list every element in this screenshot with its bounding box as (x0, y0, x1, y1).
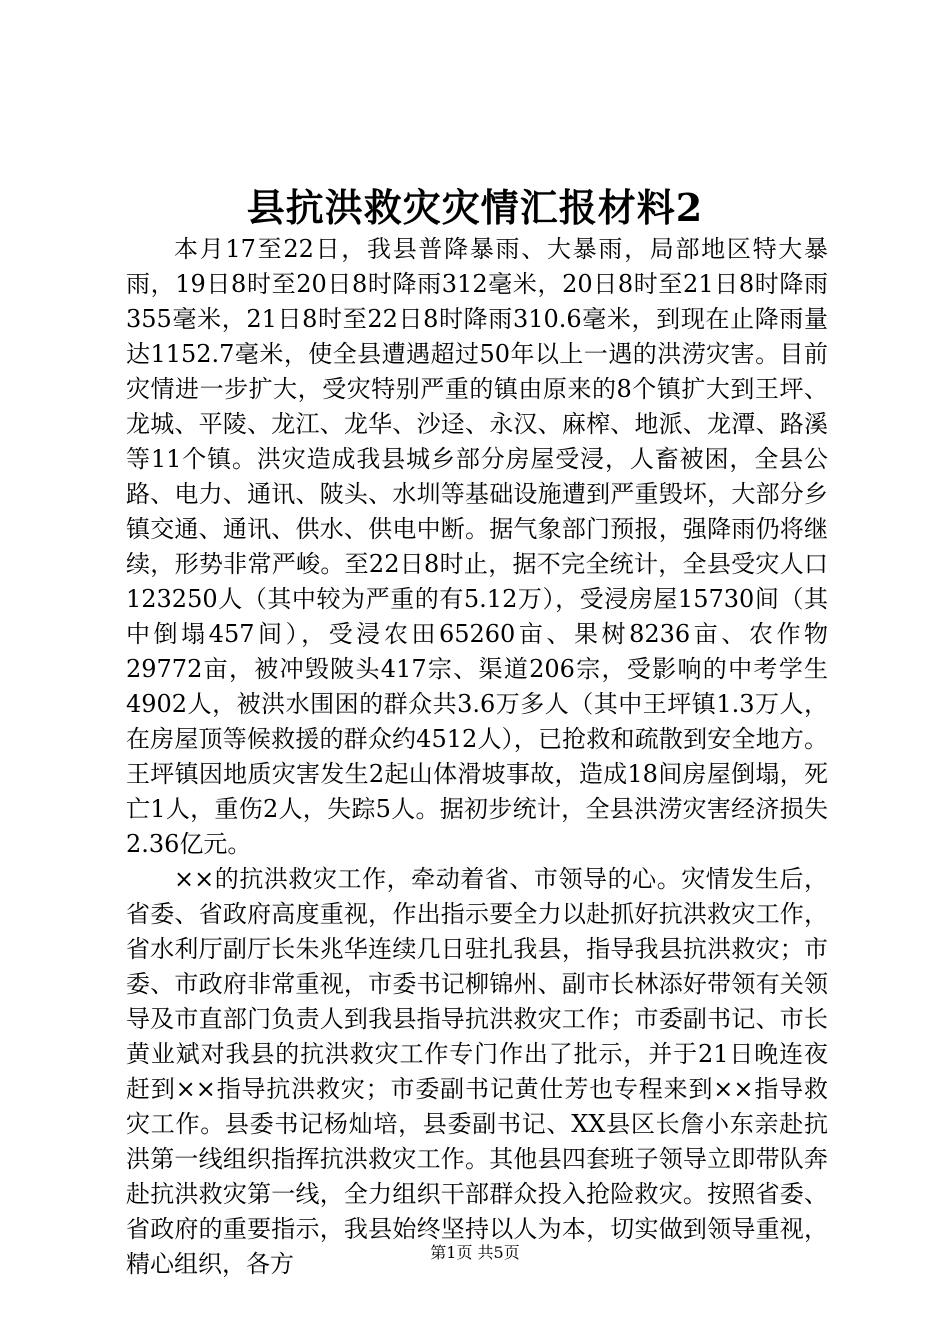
document-body (126, 232, 828, 1282)
page-number-footer: 第1页 共5页 (430, 1243, 520, 1262)
paragraph-leadership-response: ××的抗洪救灾工作，牵动着省、市领导的心。灾情发生后，省委、省政府高度重视，作出指示要全力以赴抓好抗洪救灾工作，省水利厅副厅长朱兆华连续几日驻扎我县，指导我县抗洪救灾；市委、市政府非常重视，市委书记柳锦州、副市长林添好带领有关领导及市直部门负责人到我县指导抗洪救灾工作；市委副书记、市长黄业斌对我县的抗洪救灾工作专门作出了批示，并于21日晚连夜赶到××指导抗洪救灾；市委副书记黄仕芳也专程来到××指导救灾工作。县委书记杨灿培，县委副书记、XX县区长詹小东亲赴抗洪第一线组织指挥抗洪救灾工作。其他县四套班子领导立即带队奔赴抗洪救灾第一线，全力组织干部群众投入抢险救灾。按照省委、省政府的重要指示，我县始终坚持以人为本，切实做到领导重视，精心组织，各方 (126, 865, 828, 1278)
paragraph-disaster-situation: 本月17至22日，我县普降暴雨、大暴雨，局部地区特大暴雨，19日8时至20日8时降雨312毫米，20日8时至21日8时降雨355毫米，21日8时至22日8时降雨310.6毫米，到现在止降雨量达1152.7毫米，使全县遭遇超过50年以上一遇的洪涝灾害。目前灾情进一步扩大，受灾特别严重的镇由原来的8个镇扩大到王坪、龙城、平陵、龙江、龙华、沙迳、永汉、麻榨、地派、龙潭、路溪等11个镇。洪灾造成我县城乡部分房屋受浸，人畜被困，全县公路、电力、通讯、陂头、水圳等基础设施遭到严重毁坏，大部分乡镇交通、通讯、供水、供电中断。据气象部门预报，强降雨仍将继续，形势非常严峻。至22日8时止，据不完全统计，全县受灾人口123250人（其中较为严重的有5.12万），受浸房屋15730间（其中倒塌457间），受浸农田65260亩、果树8236亩、农作物29772亩，被冲毁陂头417宗、渠道206宗，受影响的中考学生4902人，被洪水围困的群众共3.6万多人（其中王坪镇1.3万人，在房屋顶等候救援的群众约4512人），已抢救和疏散到安全地方。王坪镇因地质灾害发生2起山体滑坡事故，造成18间房屋倒塌，死亡1人，重伤2人，失踪5人。据初步统计，全县洪涝灾害经济损失2.36亿元。 (126, 235, 828, 858)
document-title: 县抗洪救灾灾情汇报材料2 (246, 185, 704, 230)
